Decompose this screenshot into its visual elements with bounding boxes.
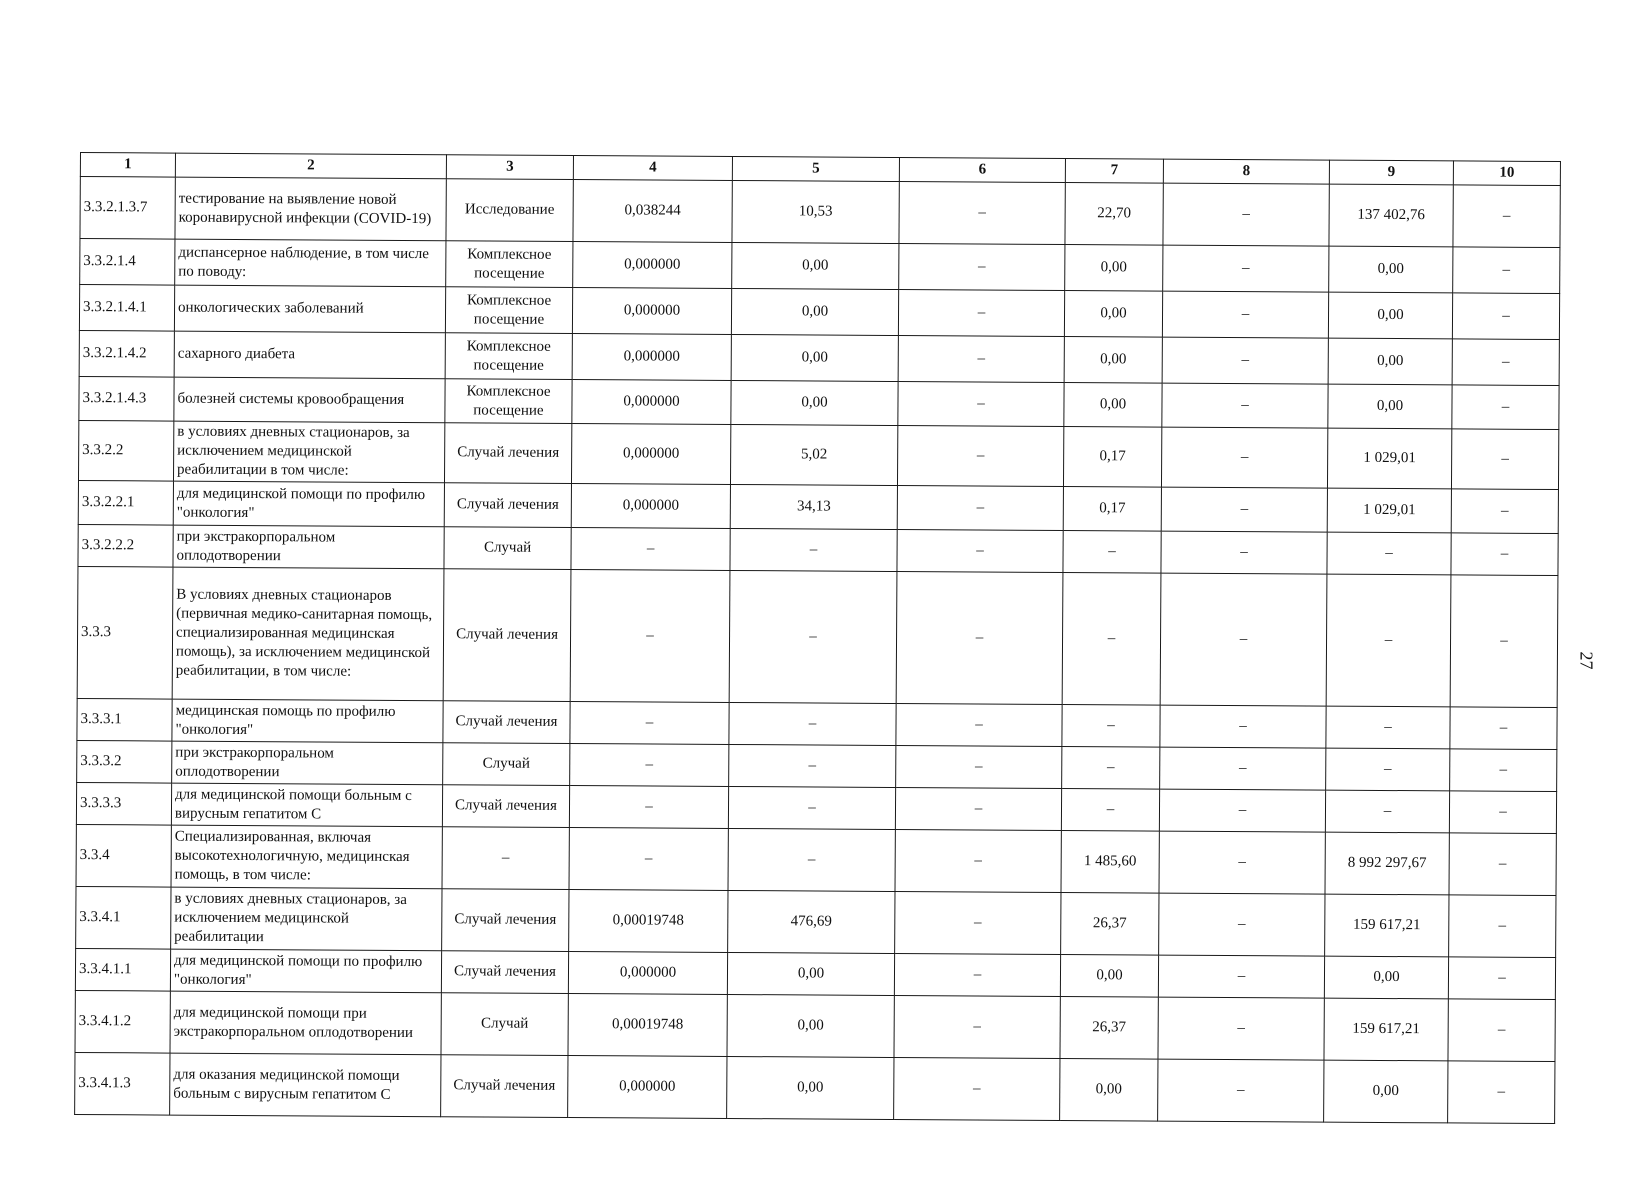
unit-cell: Случай лечения	[441, 1055, 568, 1118]
value-cell: –	[1327, 532, 1451, 575]
row-code-cell: 3.3.2.1.4	[80, 239, 175, 286]
value-cell: –	[1448, 1061, 1555, 1124]
column-header: 5	[732, 156, 899, 181]
value-cell: –	[1162, 291, 1328, 338]
table-row	[76, 824, 1556, 895]
value-cell: –	[1159, 893, 1325, 956]
value-cell: –	[1160, 573, 1327, 706]
value-cell: 0,00019748	[568, 993, 727, 1056]
column-header: 8	[1163, 159, 1329, 184]
value-cell: –	[728, 786, 895, 829]
row-name-cell: Специализированная, включая высокотехнологичную, медицинская помощь, в том числе:	[171, 825, 442, 889]
value-cell: –	[1161, 487, 1327, 532]
value-cell: –	[1163, 183, 1329, 246]
row-code-cell: 3.3.2.1.4.3	[79, 376, 174, 421]
value-cell: –	[570, 570, 730, 703]
value-cell: 0,00	[727, 952, 894, 995]
value-cell: –	[1160, 705, 1326, 748]
row-name-cell: онкологических заболеваний	[174, 285, 445, 333]
value-cell: 1 029,01	[1327, 488, 1451, 533]
value-cell: 26,37	[1061, 893, 1159, 956]
value-cell: –	[1062, 705, 1160, 748]
table-body	[75, 177, 1561, 1124]
value-cell: 0,000000	[573, 242, 732, 289]
row-name-cell: для медицинской помощи при экстракорпоральном оплодотворении	[170, 991, 441, 1055]
unit-cell: Комплексное посещение	[445, 379, 572, 424]
value-cell: 5,02	[730, 424, 897, 485]
value-cell: 0,00019748	[569, 890, 728, 953]
value-cell: –	[1452, 339, 1559, 386]
value-cell: –	[1451, 429, 1558, 490]
value-cell: 1 029,01	[1327, 428, 1451, 489]
row-code-cell: 3.3.4.1.1	[75, 948, 170, 991]
value-cell: –	[1453, 247, 1560, 294]
value-cell: –	[894, 1057, 1060, 1120]
row-code-cell: 3.3.2.1.4.1	[79, 285, 174, 332]
value-cell: 0,000000	[568, 1055, 727, 1118]
value-cell: –	[1161, 427, 1327, 488]
value-cell: 0,00	[1328, 338, 1452, 385]
unit-cell: –	[442, 827, 569, 890]
table-row	[75, 1052, 1555, 1123]
value-cell: –	[1325, 790, 1449, 833]
row-name-cell: диспансерное наблюдение, в том числе по поводу:	[175, 239, 446, 287]
row-name-cell: тестирование на выявление новой коронавирусной инфекции (COVID-19)	[175, 177, 446, 241]
unit-cell: Случай лечения	[444, 483, 571, 528]
unit-cell: Комплексное посещение	[446, 241, 573, 288]
table-row	[76, 886, 1556, 957]
row-code-cell: 3.3.3	[77, 566, 173, 699]
value-cell: –	[897, 529, 1063, 572]
value-cell: 0,00	[732, 242, 899, 289]
value-cell: –	[897, 485, 1063, 530]
value-cell: 0,00	[731, 288, 898, 335]
table-row	[80, 177, 1560, 248]
unit-cell: Случай	[444, 527, 571, 570]
column-header: 9	[1329, 160, 1453, 185]
value-cell: –	[1326, 574, 1451, 707]
row-code-cell: 3.3.2.1.4.2	[79, 330, 174, 377]
row-name-cell: сахарного диабета	[174, 331, 445, 379]
value-cell: –	[1063, 531, 1161, 574]
row-code-cell: 3.3.4.1	[76, 886, 171, 949]
column-header: 3	[446, 155, 573, 180]
value-cell: –	[1162, 383, 1328, 428]
value-cell: –	[898, 382, 1064, 427]
table-row	[75, 990, 1555, 1061]
value-cell: –	[895, 787, 1061, 830]
unit-cell: Случай лечения	[443, 701, 570, 744]
row-name-cell: болезней системы кровообращения	[174, 377, 445, 423]
row-name-cell: для оказания медицинской помощи больным с вирусным гепатитом С	[170, 1053, 441, 1117]
unit-cell: Комплексное посещение	[445, 333, 572, 380]
page-number: 27	[1576, 651, 1597, 670]
row-code-cell: 3.3.4.1.3	[75, 1052, 170, 1115]
row-code-cell: 3.3.3.2	[77, 740, 172, 783]
value-cell: –	[729, 744, 896, 787]
row-code-cell: 3.3.4.1.2	[75, 990, 170, 1053]
value-cell: –	[570, 744, 729, 787]
value-cell: –	[898, 290, 1064, 337]
value-cell: 0,00	[1328, 384, 1452, 429]
value-cell: 34,13	[730, 484, 897, 529]
row-code-cell: 3.3.2.2.2	[78, 524, 173, 567]
value-cell: –	[1449, 895, 1556, 958]
row-code-cell: 3.3.2.2	[78, 420, 173, 481]
value-cell: –	[1453, 185, 1560, 248]
row-name-cell: для медицинской помощи по профилю "онкология"	[170, 949, 441, 993]
value-cell: –	[898, 336, 1064, 383]
column-header: 1	[80, 153, 175, 178]
row-name-cell: для медицинской помощи больным с вирусным гепатитом С	[171, 783, 442, 827]
value-cell: 1 485,60	[1061, 831, 1159, 894]
value-cell: 0,000000	[571, 424, 730, 485]
row-name-cell: при экстракорпоральном оплодотворении	[173, 525, 444, 569]
column-header: 10	[1453, 161, 1560, 186]
tariff-table	[74, 152, 1561, 1124]
value-cell: 0,000000	[568, 951, 727, 994]
value-cell: –	[1061, 789, 1159, 832]
value-cell: 0,00	[1064, 291, 1162, 338]
value-cell: –	[895, 891, 1061, 954]
value-cell: 0,00	[727, 1056, 894, 1119]
value-cell: –	[1158, 1059, 1324, 1122]
unit-cell: Исследование	[446, 179, 573, 242]
value-cell: –	[1158, 955, 1324, 998]
value-cell: 0,000000	[572, 380, 731, 425]
value-cell: –	[1450, 707, 1557, 750]
value-cell: 0,00	[1328, 292, 1452, 339]
value-cell: 159 617,21	[1325, 894, 1449, 957]
row-code-cell: 3.3.3.1	[77, 698, 172, 741]
value-cell: 0,000000	[572, 288, 731, 335]
row-code-cell: 3.3.2.1.3.7	[80, 177, 175, 240]
value-cell: –	[895, 829, 1061, 892]
value-cell: 0,00	[731, 380, 898, 425]
value-cell: –	[1448, 957, 1555, 1000]
value-cell: –	[896, 703, 1062, 746]
column-header: 7	[1065, 159, 1163, 184]
value-cell: –	[1326, 706, 1450, 749]
value-cell: –	[1159, 831, 1325, 894]
value-cell: –	[1163, 245, 1329, 292]
value-cell: –	[1162, 337, 1328, 384]
value-cell: 137 402,76	[1329, 184, 1453, 247]
value-cell: –	[729, 702, 896, 745]
value-cell: –	[894, 995, 1060, 1058]
unit-cell: Случай лечения	[442, 785, 569, 828]
value-cell: –	[1160, 747, 1326, 790]
row-name-cell: для медицинской помощи по профилю "онкология"	[173, 481, 444, 527]
value-cell: 0,00	[731, 334, 898, 381]
value-cell: –	[894, 953, 1060, 996]
value-cell: –	[896, 745, 1062, 788]
value-cell: 0,00	[1064, 383, 1162, 428]
value-cell: –	[1159, 789, 1325, 832]
value-cell: 0,17	[1063, 487, 1161, 532]
unit-cell: Случай	[443, 743, 570, 786]
value-cell: –	[1449, 791, 1556, 834]
value-cell: –	[570, 702, 729, 745]
row-name-cell: в условиях дневных стационаров, за исключением медицинской реабилитации в том числе:	[173, 421, 444, 483]
unit-cell: Случай	[441, 993, 568, 1056]
value-cell: –	[730, 528, 897, 571]
unit-cell: Комплексное посещение	[445, 287, 572, 334]
unit-cell: Случай лечения	[444, 423, 571, 484]
column-header: 2	[175, 153, 446, 179]
value-cell: –	[571, 528, 730, 571]
value-cell: –	[1158, 997, 1324, 1060]
value-cell: –	[569, 828, 728, 891]
value-cell: 10,53	[732, 180, 899, 243]
value-cell: 0,00	[1329, 246, 1453, 293]
value-cell: 0,00	[727, 994, 894, 1057]
value-cell: –	[729, 570, 897, 703]
value-cell: 0,00	[1060, 1059, 1158, 1122]
value-cell: 22,70	[1065, 183, 1163, 246]
value-cell: –	[899, 244, 1065, 291]
value-cell: 0,038244	[573, 180, 732, 243]
table-row	[77, 566, 1558, 707]
row-name-cell: в условиях дневных стационаров, за исключением медицинской реабилитации	[171, 887, 442, 951]
value-cell: –	[899, 182, 1065, 245]
value-cell: 476,69	[728, 890, 895, 953]
row-name-cell: медицинская помощь по профилю "онкология"	[172, 699, 443, 743]
row-code-cell: 3.3.2.2.1	[78, 480, 173, 525]
value-cell: –	[1161, 531, 1327, 574]
value-cell: 0,00	[1065, 245, 1163, 292]
value-cell: –	[1451, 533, 1558, 576]
unit-cell: Случай лечения	[442, 889, 569, 952]
value-cell: 8 992 297,67	[1325, 832, 1449, 895]
value-cell: 0,00	[1060, 955, 1158, 998]
column-header: 6	[899, 158, 1065, 183]
row-code-cell: 3.3.3.3	[76, 782, 171, 825]
value-cell: –	[569, 786, 728, 829]
row-name-cell: при экстракорпоральном оплодотворении	[172, 741, 443, 785]
table-row	[78, 420, 1558, 489]
value-cell: –	[1450, 575, 1558, 708]
value-cell: –	[896, 571, 1063, 704]
value-cell: 159 617,21	[1324, 998, 1448, 1061]
value-cell: –	[1448, 999, 1555, 1062]
value-cell: –	[728, 828, 895, 891]
value-cell: –	[1451, 489, 1558, 534]
value-cell: 0,000000	[571, 484, 730, 529]
value-cell: –	[1062, 747, 1160, 790]
unit-cell: Случай лечения	[443, 569, 571, 702]
value-cell: –	[1326, 748, 1450, 791]
value-cell: –	[1062, 573, 1161, 706]
value-cell: –	[897, 426, 1063, 487]
unit-cell: Случай лечения	[441, 951, 568, 994]
value-cell: 0,00	[1064, 337, 1162, 384]
value-cell: –	[1452, 385, 1559, 430]
value-cell: 0,17	[1063, 427, 1161, 488]
value-cell: 0,000000	[572, 334, 731, 381]
column-header: 4	[573, 156, 732, 181]
value-cell: 26,37	[1060, 997, 1158, 1060]
row-name-cell: В условиях дневных стационаров (первичная медико-санитарная помощь, специализированная медицинская помощь), за исключением медицинской реабилитации, в том числе:	[172, 567, 444, 701]
value-cell: 0,00	[1324, 1060, 1448, 1123]
row-code-cell: 3.3.4	[76, 824, 171, 887]
value-cell: –	[1449, 833, 1556, 896]
value-cell: –	[1450, 749, 1557, 792]
value-cell: –	[1452, 293, 1559, 340]
value-cell: 0,00	[1324, 956, 1448, 999]
